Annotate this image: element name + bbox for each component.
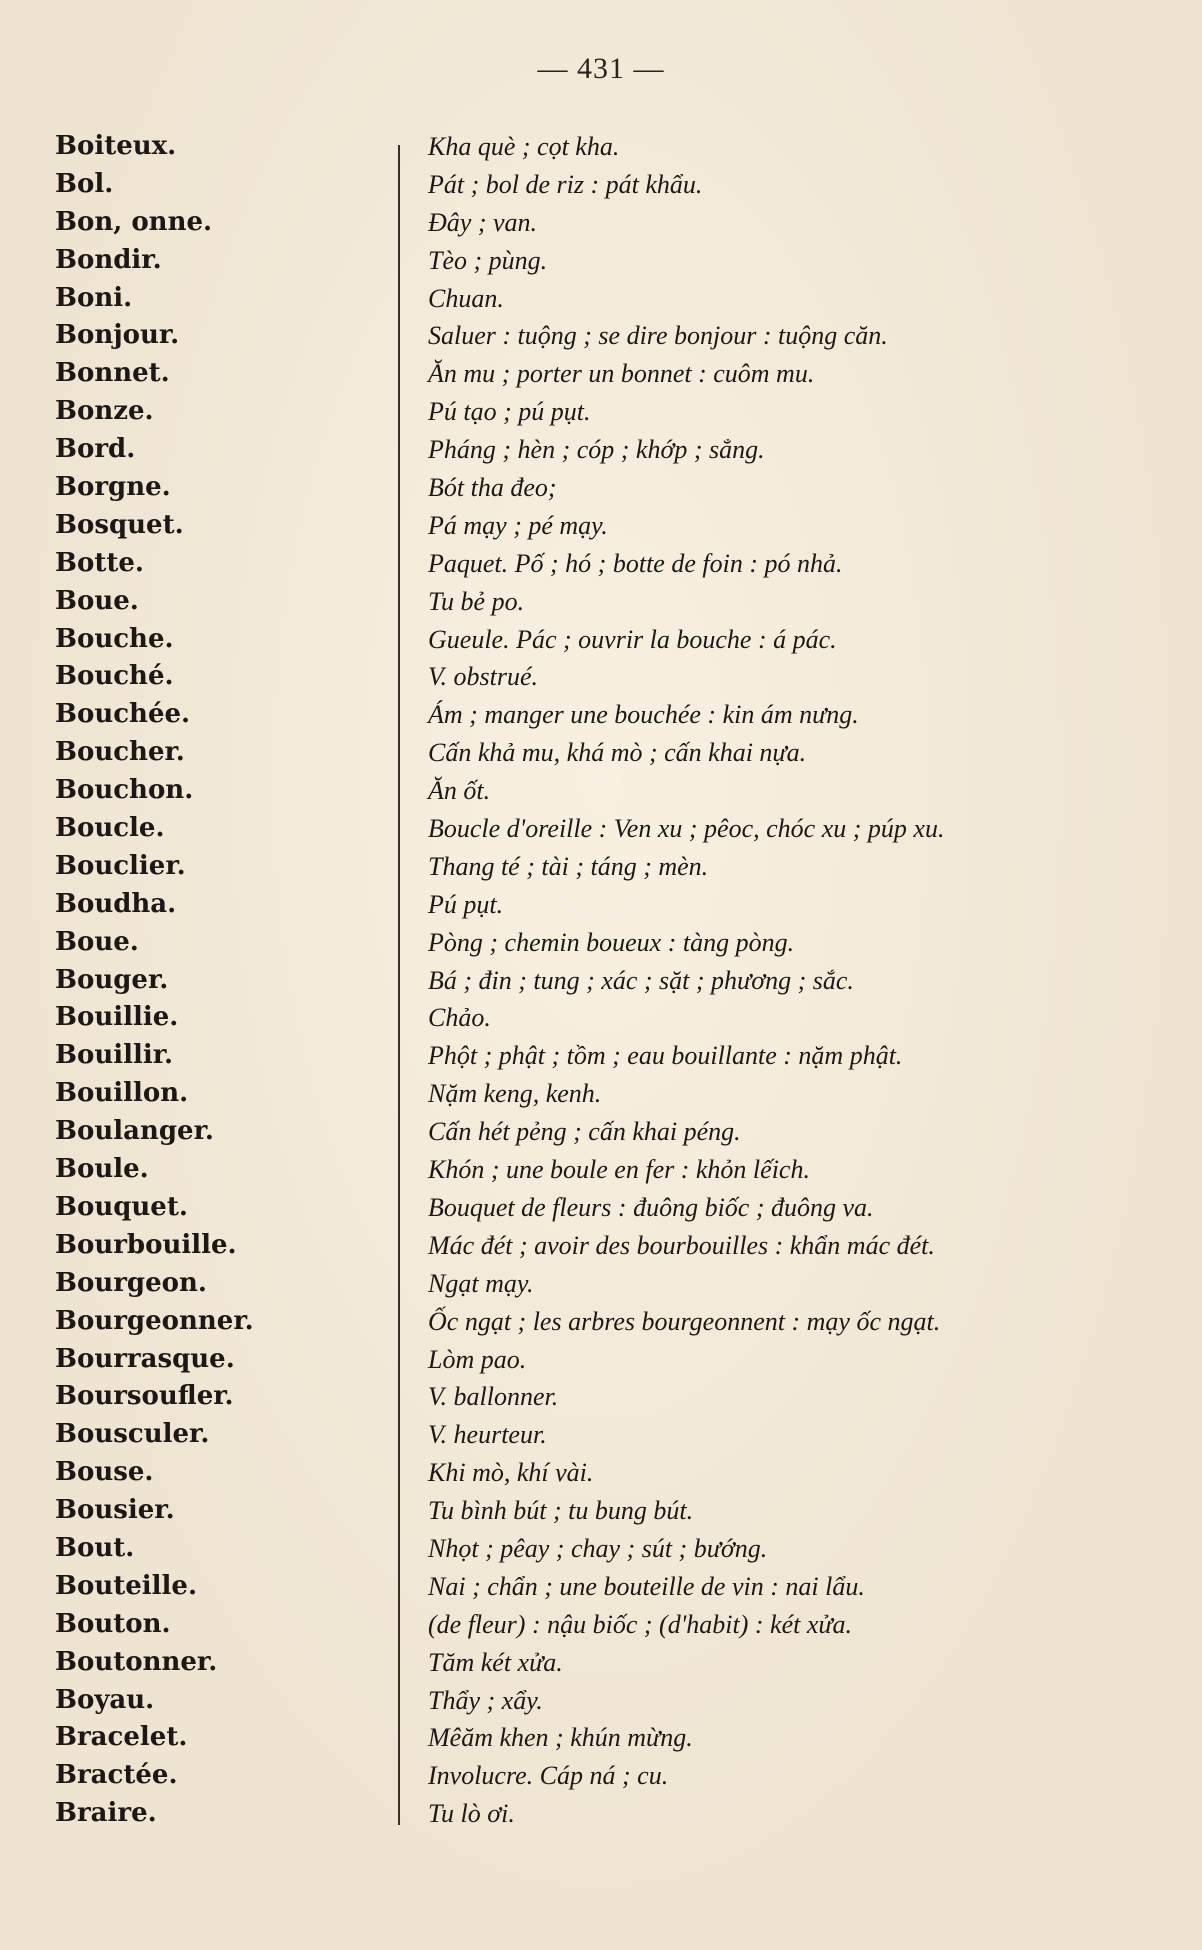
headword: Bord. xyxy=(55,434,136,465)
definition: Ốc ngạt ; les arbres bourgeonnent : mạy ốc ngạt. xyxy=(428,1306,941,1336)
headword: Boni. xyxy=(55,282,133,313)
definition: Bá ; đin ; tung ; xác ; sặt ; phương ; sắc. xyxy=(428,965,854,995)
headword: Bonnet. xyxy=(55,358,170,389)
headword: Bondir. xyxy=(55,244,162,275)
headword: Boule. xyxy=(55,1154,149,1185)
headword: Bouillon. xyxy=(55,1078,189,1109)
definition: Kha què ; cọt kha. xyxy=(428,132,620,161)
definition: Bouquet de fleurs : đuông biốc ; đuông va. xyxy=(428,1192,874,1222)
definition: Thang té ; tài ; táng ; mèn. xyxy=(428,851,709,881)
definition: Khi mò, khí vài. xyxy=(428,1458,594,1488)
headword: Bracelet. xyxy=(55,1722,188,1753)
headword: Boue. xyxy=(55,926,139,957)
definition: V. heurteur. xyxy=(428,1420,547,1450)
definition: Lòm pao. xyxy=(428,1344,527,1374)
definition: Ám ; manger une bouchée : kin ám nưng. xyxy=(428,700,859,730)
headword: Bourbouille. xyxy=(55,1229,237,1260)
headword: Bouché. xyxy=(55,661,174,692)
headword: Bouche. xyxy=(55,623,174,654)
definition: Pá mạy ; pé mạy. xyxy=(428,510,608,540)
headword: Bourgeon. xyxy=(55,1267,207,1298)
definition: Đây ; van. xyxy=(428,207,538,237)
definition: Pú pụt. xyxy=(428,889,504,919)
definition-column xyxy=(428,128,1158,1833)
definition: Mêăm khen ; khún mừng. xyxy=(428,1723,693,1753)
headword: Boursoufler. xyxy=(55,1381,234,1412)
definition: Chảo. xyxy=(428,1003,491,1033)
headword: Bousier. xyxy=(55,1495,175,1526)
definition: Involucre. Cáp ná ; cu. xyxy=(428,1761,669,1791)
definition: Ăn mu ; porter un bonnet : cuôm mu. xyxy=(428,359,815,389)
definition: Ngạt mạy. xyxy=(428,1268,534,1298)
definition: Saluer : tuộng ; se dire bonjour : tuộng căn. xyxy=(428,321,888,351)
column-divider xyxy=(398,145,400,1825)
definition: Pòng ; chemin boueux : tàng pòng. xyxy=(428,927,795,957)
headword: Bourrasque. xyxy=(55,1343,235,1374)
headword: Bourgeonner. xyxy=(55,1305,254,1336)
headword: Bouchon. xyxy=(55,775,194,806)
definition: Mác đét ; avoir des bourbouilles : khẩn mác đét. xyxy=(428,1230,935,1260)
headword: Bol. xyxy=(55,168,114,199)
headword: Boulanger. xyxy=(55,1116,214,1147)
headword-column xyxy=(55,128,395,1833)
headword: Bouquet. xyxy=(55,1191,188,1222)
definition: Tèo ; pùng. xyxy=(428,245,548,275)
headword: Bonjour. xyxy=(55,320,180,351)
definition: Paquet. Pố ; hó ; botte de foin : pó nhả. xyxy=(428,548,843,578)
headword: Boyau. xyxy=(55,1684,155,1715)
headword: Boiteux. xyxy=(55,131,177,161)
definition: Gueule. Pác ; ouvrir la bouche : á pác. xyxy=(428,624,837,654)
definition: Tu bẻ po. xyxy=(428,586,525,616)
headword: Bouillie. xyxy=(55,1002,179,1033)
definition: Tu lò ơi. xyxy=(428,1799,515,1829)
definition: Cấn khả mu, khá mò ; cấn khai nựa. xyxy=(428,738,807,768)
headword: Bractée. xyxy=(55,1760,178,1791)
headword: Bousculer. xyxy=(55,1419,210,1450)
definition: Pú tạo ; pú pụt. xyxy=(428,397,591,427)
headword: Bouclier. xyxy=(55,850,186,881)
headword: Boutonner. xyxy=(55,1646,218,1677)
headword: Botte. xyxy=(55,547,144,578)
definition: Cấn hét pẻng ; cấn khai péng. xyxy=(428,1117,741,1147)
headword: Bouse. xyxy=(55,1457,154,1488)
definition: Pháng ; hèn ; cóp ; khớp ; sẳng. xyxy=(428,435,765,465)
headword: Bout. xyxy=(55,1532,135,1563)
headword: Bouger. xyxy=(55,964,169,995)
definition: Chuan. xyxy=(428,283,504,313)
definition: (de fleur) : nậu biốc ; (d'habit) : két xửa. xyxy=(428,1609,853,1639)
headword: Boue. xyxy=(55,585,139,616)
definition: Nặm keng, kenh. xyxy=(428,1079,602,1109)
headword: Boucher. xyxy=(55,737,185,768)
headword: Bouillir. xyxy=(55,1040,174,1071)
definition: V. obstrué. xyxy=(428,662,539,692)
headword: Bosquet. xyxy=(55,509,184,540)
definition: Phột ; phật ; tồm ; eau bouillante : nặm phật. xyxy=(428,1041,903,1071)
definition: Bót tha đeo; xyxy=(428,473,557,503)
headword: Bouton. xyxy=(55,1608,171,1639)
definition: V. ballonner. xyxy=(428,1382,559,1412)
definition: Pát ; bol de riz : pát khẩu. xyxy=(428,169,703,199)
headword: Braire. xyxy=(55,1798,157,1829)
definition: Thẩy ; xẩy. xyxy=(428,1685,543,1715)
definition: Nai ; chẩn ; une bouteille de vin : nai lẩu. xyxy=(428,1571,865,1601)
definition: Boucle d'oreille : Ven xu ; pêoc, chóc xu ; púp xu. xyxy=(428,814,945,844)
page-number: — 431 — xyxy=(537,52,665,85)
headword: Bouchée. xyxy=(55,699,191,730)
definition: Khón ; une boule en fer : khỏn lếich. xyxy=(428,1155,810,1185)
headword: Bon, onne. xyxy=(55,206,213,237)
headword: Borgne. xyxy=(55,472,171,503)
definition: Nhọt ; pêay ; chay ; sút ; bướng. xyxy=(428,1533,768,1563)
headword: Bouteille. xyxy=(55,1570,197,1601)
definition: Tu bình bút ; tu bung bút. xyxy=(428,1496,694,1526)
definition: Ăn ốt. xyxy=(428,776,491,806)
headword: Boudha. xyxy=(55,888,177,919)
headword: Boucle. xyxy=(55,813,165,844)
headword: Bonze. xyxy=(55,396,154,427)
definition: Tăm két xửa. xyxy=(428,1647,563,1677)
